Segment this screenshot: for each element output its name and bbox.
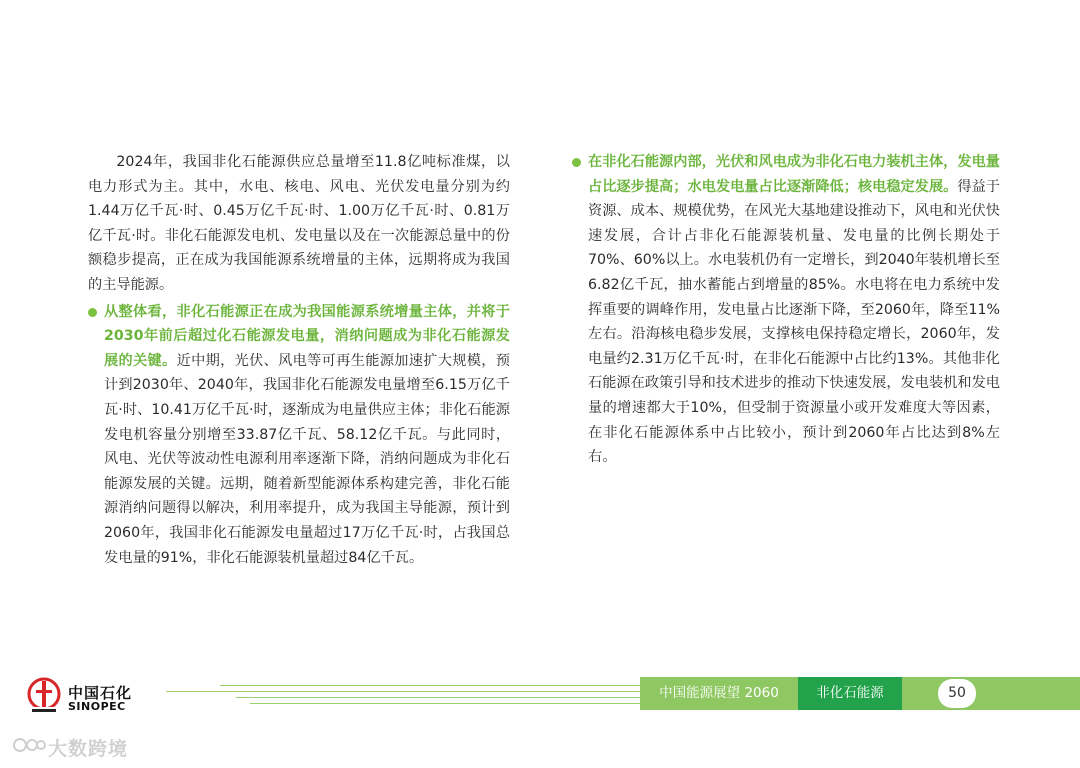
right-column xyxy=(572,150,1000,470)
watermark-logo-icon xyxy=(12,732,46,758)
sinopec-logo xyxy=(26,676,156,718)
footer-rule xyxy=(220,685,640,686)
logo-chinese-name: 中国石化 xyxy=(68,684,133,702)
bullet-internal-body: 得益于资源、成本、规模优势，在风光大基地建设推动下，风电和光伏快速发展，合计占非化石能源装机量、发电量的比例长期处于70%、60%以上。水电装机仍有一定增长，到2040年装机增长至6.82亿千瓦，抽水蓄能占到增量的85%。水电将在电力系统中发挥重要的调峰作用，发电量占比逐渐下降，至2060年，降至11%左右。沿海核电稳步发展，支撑核电保持稳定增长，2060年，发电量约2.31万亿千瓦·时，在非化石能源中占比约13%。其他非化石能源在政策引导和技术进步的推动下快速发展，发电装机和发电量的增速都大于10%，但受制于资源量小或开发难度大等因素，在非化石能源体系中占比较小，预计到2060年占比达到8%左右。 xyxy=(588,178,1000,466)
publication-title: 中国能源展望 2060 xyxy=(659,685,779,701)
bullet-internal xyxy=(572,150,1000,470)
left-column xyxy=(88,150,510,570)
bullet-overall-highlight: 从整体看，非化石能源正在成为我国能源系统增量主体，并将于2030年前后超过化石能源发电量，消纳问题成为非化石能源发展的关键。 xyxy=(104,303,510,369)
footer-rule xyxy=(236,697,640,698)
footer-publication-band xyxy=(640,677,798,710)
footer-rule xyxy=(166,691,640,692)
section-title: 非化石能源 xyxy=(816,685,884,701)
footer-section-band xyxy=(798,677,902,710)
bullet-overall-body: 近中期，光伏、风电等可再生能源加速扩大规模，预计到2030年、2040年，我国非化石能源发电量增至6.15万亿千瓦·时、10.41万亿千瓦·时，逐渐成为电量供应主体；非化石能源发电机容量分别增至33.87亿千瓦、58.12亿千瓦。与此同时，风电、光伏等波动性电源利用率逐渐下降，消纳问题成为非化石能源发展的关键。远期，随着新型能源体系构建完善，非化石能源消纳问题得以解决，利用率提升，成为我国主导能源，预计到2060年，我国非化石能源发电量超过17万亿千瓦·时，占我国总发电量的91%，非化石能源装机量超过84亿千瓦。 xyxy=(104,352,510,566)
bullet-dot-icon xyxy=(88,308,97,317)
watermark-text: 大数跨境 xyxy=(48,738,129,760)
sinopec-emblem-icon xyxy=(26,676,62,716)
footer-page-band xyxy=(902,677,1080,710)
bullet-overall xyxy=(88,300,510,571)
intro-paragraph: 2024年，我国非化石能源供应总量增至11.8亿吨标准煤，以电力形式为主。其中，水电、核电、风电、光伏发电量分别为约1.44万亿千瓦·时、0.45万亿千瓦·时、1.00万亿千瓦·时、0.81万亿千瓦·时。非化石能源发电机、发电量以及在一次能源总量中的份额稳步提高，正在成为我国能源系统增量的主体，远期将成为我国的主导能源。 xyxy=(88,154,510,293)
watermark xyxy=(12,732,152,760)
page-number: 50 xyxy=(938,679,976,708)
logo-english-name: SINOPEC xyxy=(68,700,126,713)
footer-rule xyxy=(250,703,640,704)
bullet-internal-highlight: 在非化石能源内部，光伏和风电成为非化石电力装机主体，发电量占比逐步提高；水电发电量占比逐渐降低；核电稳定发展。 xyxy=(588,154,1000,195)
bullet-dot-icon xyxy=(572,158,581,167)
